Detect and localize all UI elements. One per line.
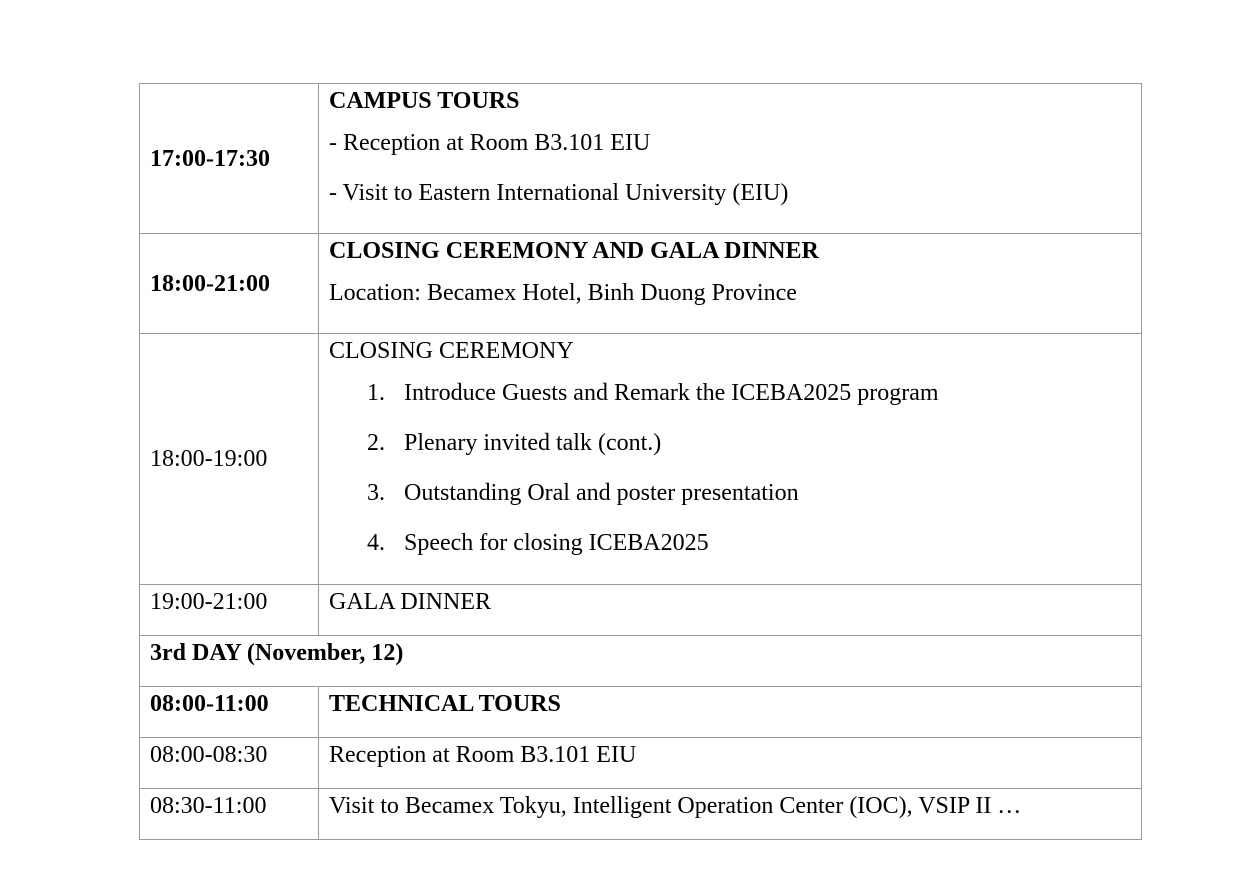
table-row: [140, 334, 1142, 585]
time-text: 19:00-21:00: [150, 589, 268, 615]
list-text: Plenary invited talk (cont.): [404, 430, 662, 456]
schedule-table: [139, 83, 1142, 840]
table-row: [140, 738, 1142, 789]
detail-cell: [319, 789, 1142, 840]
time-text: 08:00-08:30: [150, 742, 268, 768]
time-cell: [140, 738, 319, 789]
time-cell: 18:00-21:00: [140, 234, 319, 334]
list-text: Outstanding Oral and poster presentation: [404, 480, 799, 506]
time-cell: 17:00-17:30: [140, 84, 319, 234]
time-cell: [140, 687, 319, 738]
table-row: [140, 636, 1142, 687]
session-title: GALA DINNER: [329, 589, 491, 615]
session-title: CLOSING CEREMONY AND GALA DINNER: [329, 238, 819, 264]
session-line: - Reception at Room B3.101 EIU: [329, 130, 651, 156]
table-row: [140, 84, 1142, 234]
detail-cell: [319, 84, 1142, 234]
session-title: CLOSING CEREMONY: [329, 338, 574, 364]
table-row: [140, 687, 1142, 738]
list-number: 2.: [367, 430, 385, 456]
list-number: 3.: [367, 480, 385, 506]
list-item: [329, 418, 1131, 468]
list-item: [329, 368, 1131, 418]
list-number: 4.: [367, 530, 385, 556]
detail-cell: [319, 738, 1142, 789]
list-text: Introduce Guests and Remark the ICEBA2025 program: [404, 380, 939, 406]
table-row: [140, 585, 1142, 636]
day-header: 3rd DAY (November, 12): [150, 640, 404, 666]
time-cell: [140, 585, 319, 636]
time-text: 08:30-11:00: [150, 793, 267, 819]
table-row: [140, 234, 1142, 334]
time-cell: [140, 789, 319, 840]
list-text: Speech for closing ICEBA2025: [404, 530, 709, 556]
table-row: [140, 789, 1142, 840]
detail-cell: [319, 234, 1142, 334]
time-text: 08:00-11:00: [150, 691, 269, 717]
session-text: Visit to Becamex Tokyu, Intelligent Operation Center (IOC), VSIP II …: [329, 793, 1022, 819]
detail-cell: [319, 585, 1142, 636]
session-location: Location: Becamex Hotel, Binh Duong Province: [329, 280, 797, 306]
time-cell: 18:00-19:00: [140, 334, 319, 585]
session-text: Reception at Room B3.101 EIU: [329, 742, 637, 768]
list-item: [329, 468, 1131, 518]
detail-cell: [319, 334, 1142, 585]
list-item: [329, 518, 1131, 568]
list-number: 1.: [367, 380, 385, 406]
day-header-cell: [140, 636, 1142, 687]
session-title: TECHNICAL TOURS: [329, 691, 561, 717]
session-title: CAMPUS TOURS: [329, 88, 520, 114]
session-line: - Visit to Eastern International University (EIU): [329, 180, 789, 206]
detail-cell: [319, 687, 1142, 738]
